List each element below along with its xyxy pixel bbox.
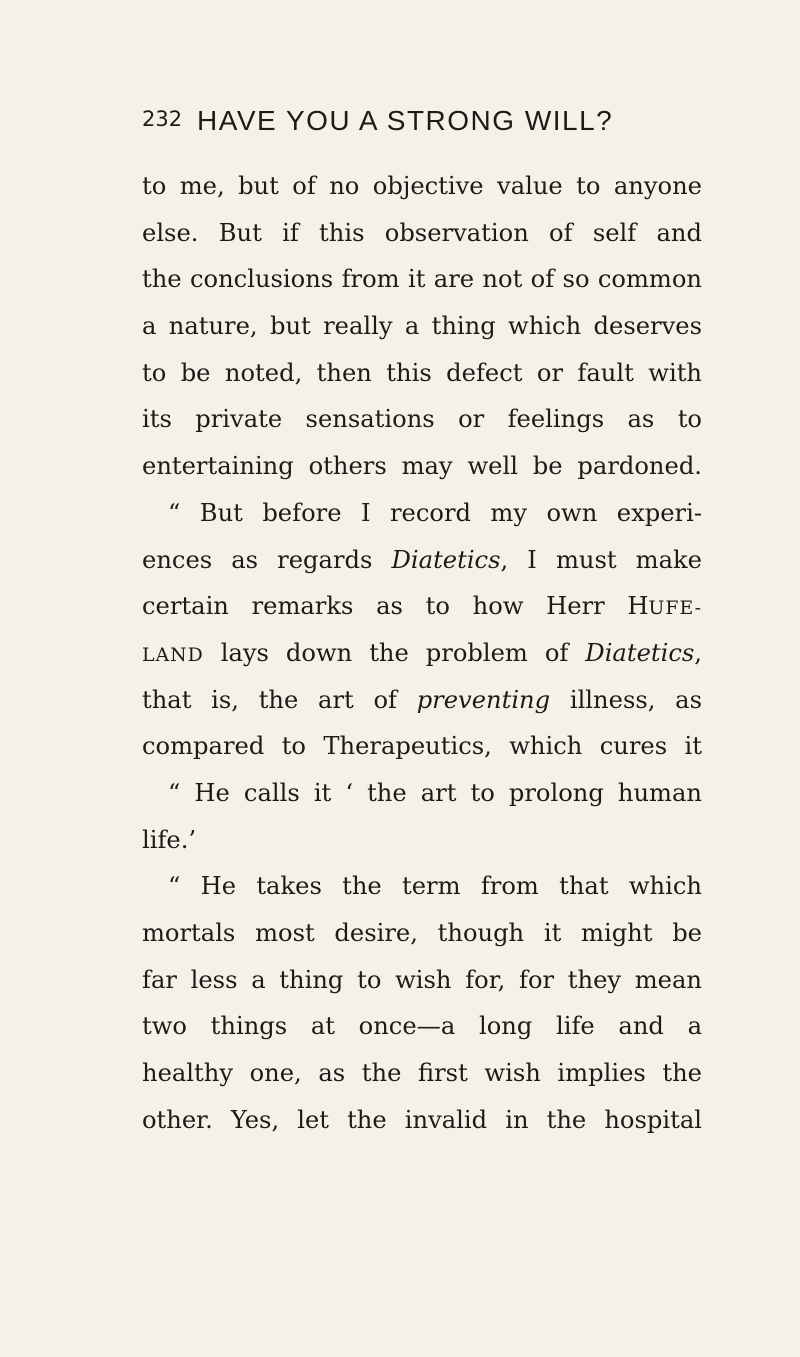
italic-term: Diatetics xyxy=(585,638,695,667)
page-header xyxy=(142,105,702,145)
text-line: entertaining others may well be pardoned. xyxy=(142,452,702,481)
text-line: mortals most desire, though it might be xyxy=(142,919,702,947)
text-segment: , I must make xyxy=(500,545,702,574)
text-line xyxy=(142,583,702,630)
text-line: life.’ xyxy=(142,825,197,854)
text-line: a nature, but really a thing which deserves xyxy=(142,312,702,341)
text-line: its private sensations or feelings as to xyxy=(142,405,702,434)
text-line xyxy=(142,677,702,724)
text-segment: lays down the problem of xyxy=(203,638,586,667)
text-segment: certain remarks as to how Herr H xyxy=(142,592,649,621)
text-line: “ He takes the term from that which xyxy=(168,872,702,901)
text-line xyxy=(142,630,702,677)
text-line: two things at once—a long life and a xyxy=(142,1012,702,1041)
text-line: “ He calls it ‘ the art to prolong human xyxy=(168,778,702,807)
text-segment: that is, the art of xyxy=(142,685,417,714)
italic-term: Diatetics xyxy=(391,545,501,574)
text-line: far less a thing to wish for, for they mean xyxy=(142,965,702,994)
text-line: compared to Therapeutics, which cures it xyxy=(142,732,702,761)
text-line: to be noted, then this defect or fault with xyxy=(142,358,702,387)
text-segment: , xyxy=(694,638,702,667)
text-line: “ But before I record my own experi- xyxy=(168,498,702,527)
running-head: HAVE YOU A STRONG WILL? xyxy=(197,105,614,136)
text-line: healthy one, as the first wish implies the xyxy=(142,1059,702,1088)
text-line xyxy=(142,537,702,584)
small-caps-name: UFE- xyxy=(648,597,702,620)
text-segment: illness, as xyxy=(550,685,703,714)
text-line: the conclusions from it are not of so common xyxy=(142,265,702,294)
page-number: 232 xyxy=(142,107,183,131)
text-line: other. Yes, let the invalid in the hospital xyxy=(142,1105,702,1134)
text-line: to me, but of no objective value to anyone xyxy=(142,172,702,200)
italic-term: preventing xyxy=(416,685,551,714)
small-caps-name: LAND xyxy=(142,643,204,666)
text-segment: ences as regards xyxy=(142,545,392,574)
text-line: else. But if this observation of self and xyxy=(142,218,702,247)
body-text xyxy=(142,163,702,1143)
